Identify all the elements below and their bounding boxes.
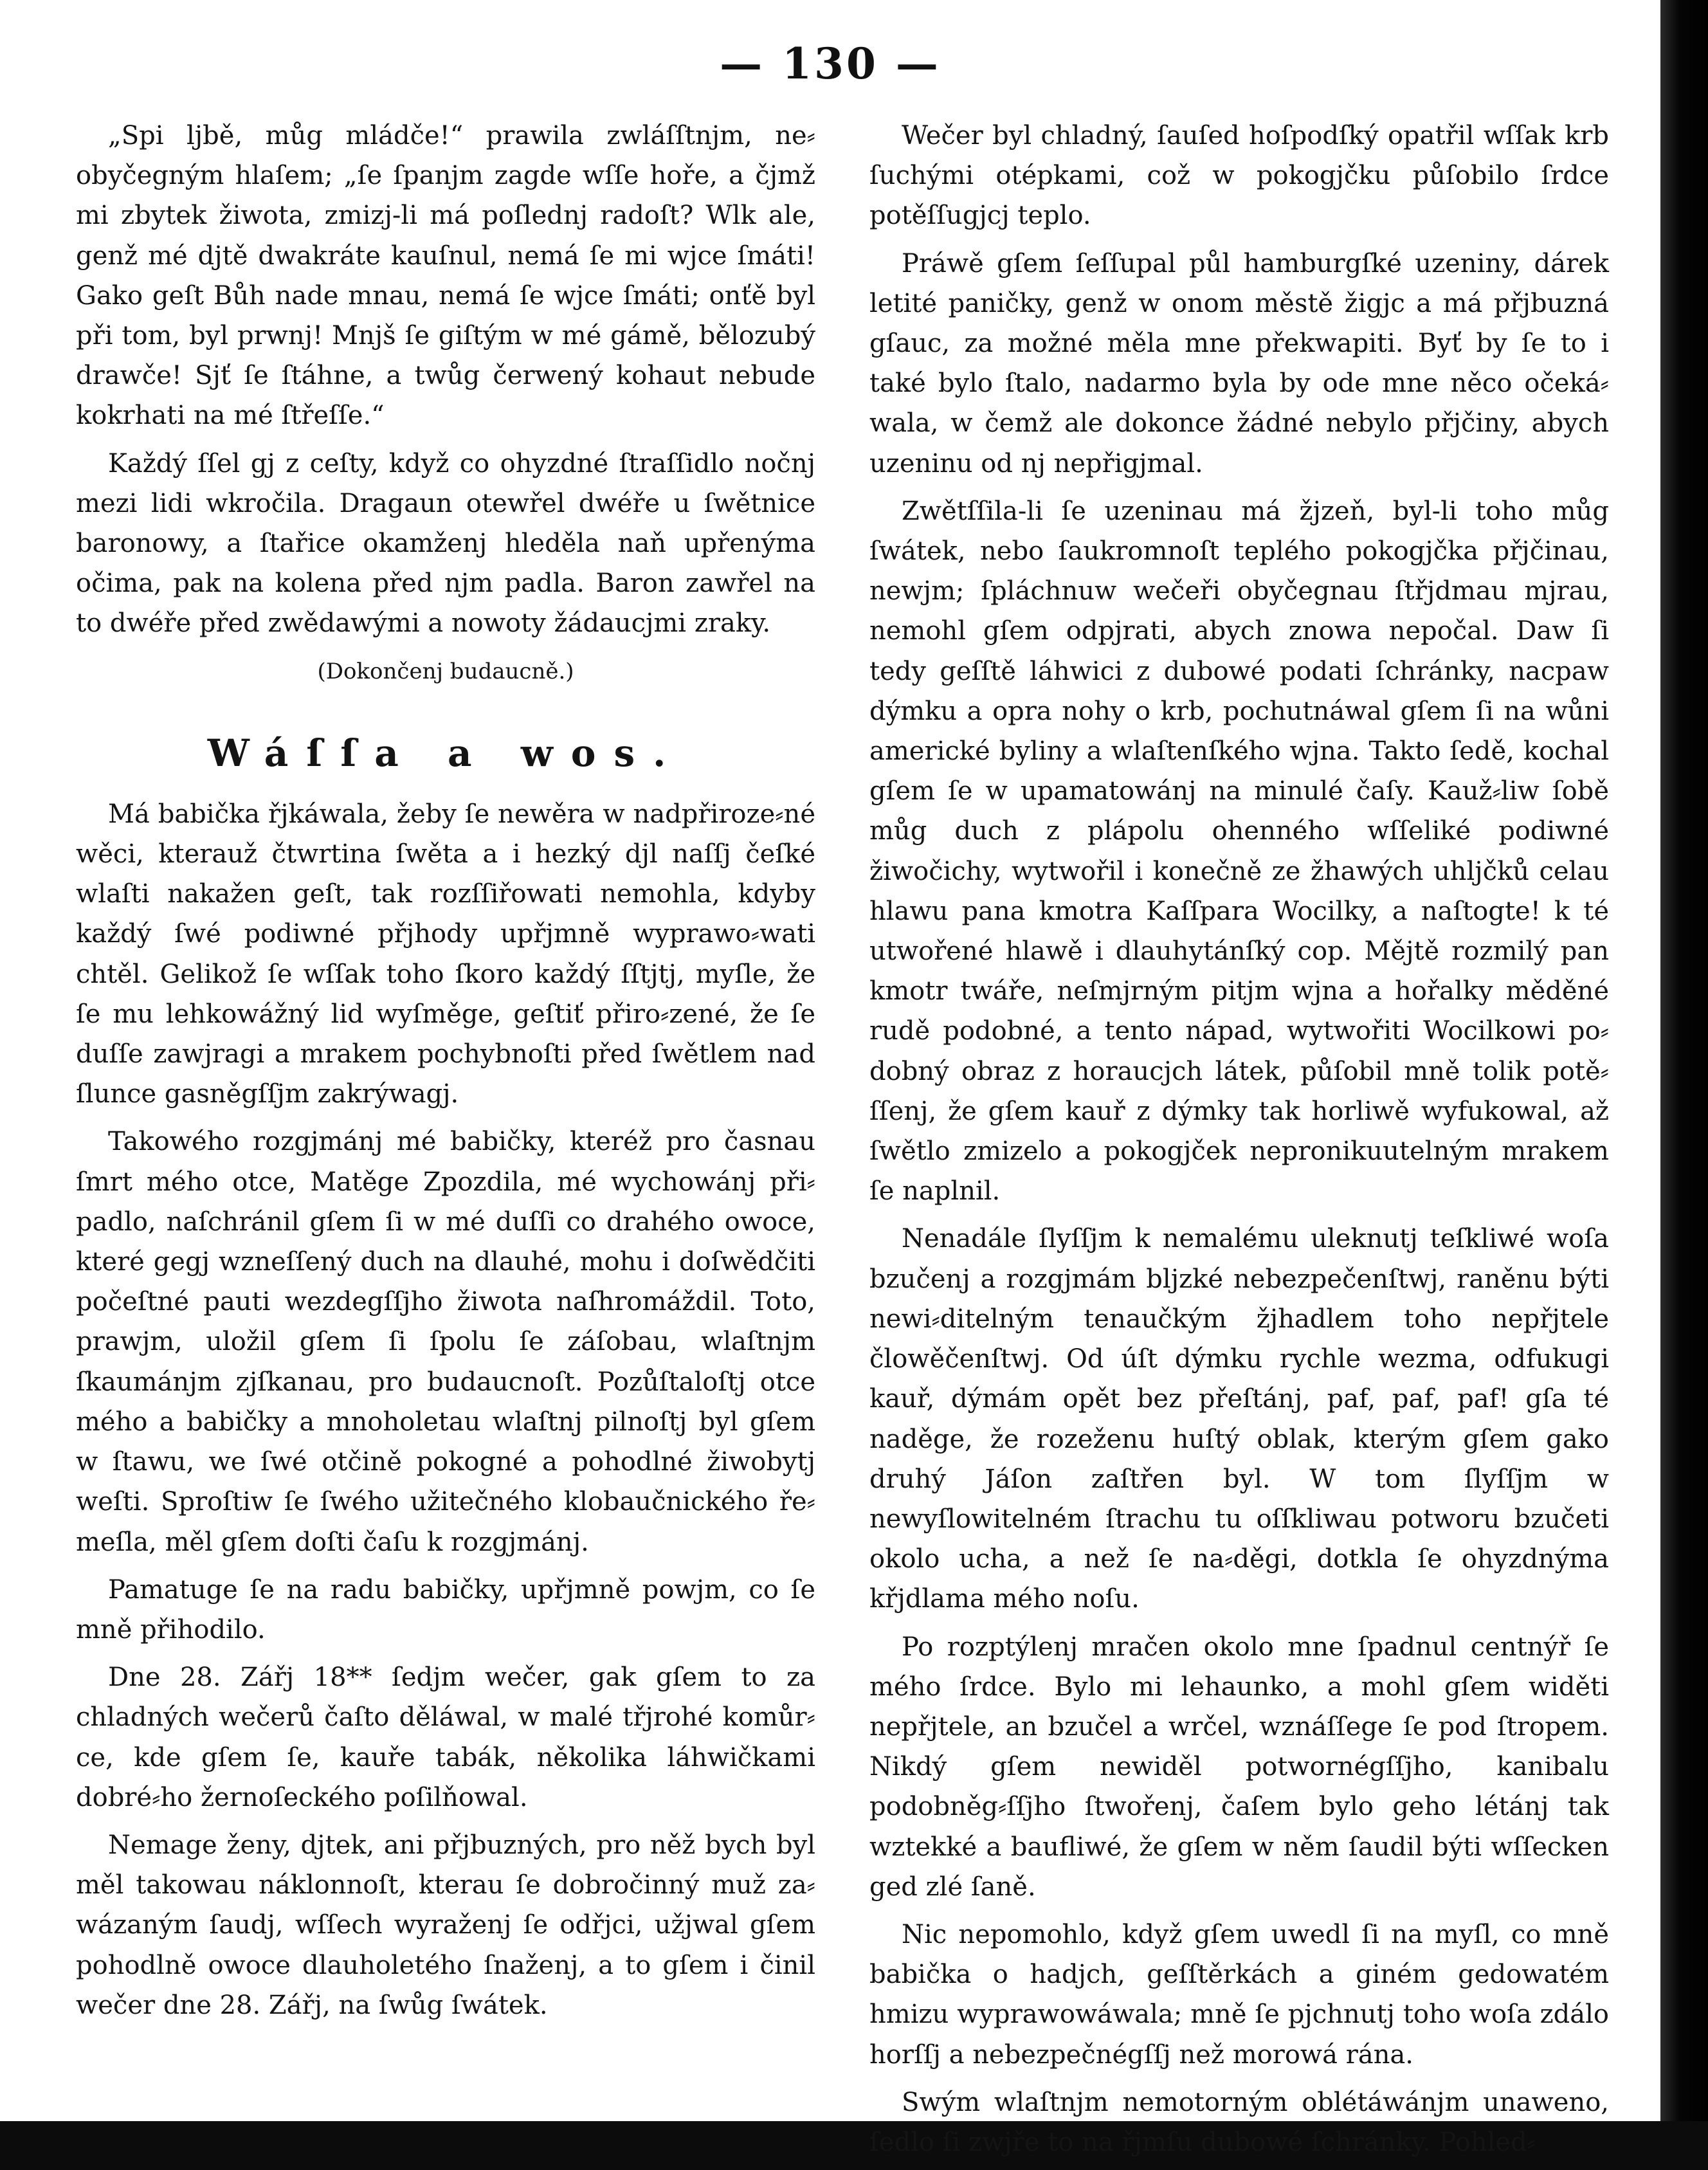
paragraph: Každý ſſel gj z ceſty, když co ohyzdné ſtraſſidlo nočnj mezi lidi wkročila. Dragaun otewřel dwéře u ſwětnice baronowy, a ſtařice okamženj hleděla naň upřenýma očima, pak na kolena před njm padla. Baron zawřel na to dwéře před zwědawými a nowoty žádaucjmi zraky.: [76, 448, 815, 639]
paragraph: Nic nepomohlo, když gſem uwedl ſi na myſl, co mně babička o hadjch, geſſtěrkách a giném gedowatém hmizu wyprawowáwala; mně ſe pjchnutj toho woſa zdálo horſſj a nebezpečnégſſj než morowá rána.: [869, 1919, 1609, 2070]
left-column: [76, 116, 815, 2033]
continuation-note: (Dokončenj budaucně.): [317, 658, 574, 684]
paragraph: Má babička řjkáwala, žeby ſe newěra w nadpřiroze⸗né wěci, kterauž čtwrtina ſwěta a i hezký djl naſſj čeſké wlaſti nakažen geſt, tak rozſſiřowati nemohla, kdyby každý ſwé podiwné přjhody upřjmně wyprawo⸗wati chtěl. Gelikož ſe wſſak toho ſkoro každý ſſtjtj, myſle, že ſe mu lehkowážný lid wyſměge, geſtiť přiro⸗zené, že ſe duſſe zawjragi a mrakem pochybnoſti před ſwětlem nad ſlunce gasněgſſjm zakrýwagj.: [76, 799, 815, 1109]
page-edge-shadow: [1660, 0, 1708, 2121]
paragraph: Nemage ženy, djtek, ani přjbuzných, pro něž bych byl měl takowau náklonnoſt, kterau ſe dobročinný muž za⸗wázaným ſaudj, wſſech wyraženj ſe odřjci, užjwal gſem pohodlně owoce dlauholetého ſnaženj, a to gſem i činil wečer dne 28. Zářj, na ſwůg ſwátek.: [76, 1830, 815, 2020]
page-number: — 130 —: [720, 39, 941, 89]
paragraph: Swým wlaſtnjm nemotorným oblétáwánjm unaweno, ſedlo ſi zwjře to na řjmſu dubowé ſchránky. Pohled⸗: [869, 2087, 1609, 2157]
paragraph: Po rozptýlenj mračen okolo mne ſpadnul centnýř ſe mého ſrdce. Bylo mi lehaunko, a mohl gſem widěti nepřjtele, an bzučel a wrčel, wznáſſege ſe pod ſtropem. Nikdý gſem newiděl potwornégſſjho, kanibalu podobněg⸗ſſjho ſtwořenj, čaſem bylo geho létánj tak wztekké a baufliwé, že gſem w něm ſaudil býti wſſecken ged zlé ſaně.: [869, 1632, 1609, 1902]
paragraph: Wečer byl chladný, ſauſed hoſpodſký opatřil wſſak krb ſuchými otépkami, což w pokogjčku půſobilo ſrdce potěſſugjcj teplo.: [869, 121, 1609, 231]
paragraph: „Spi ljbě, můg mládče!“ prawila zwláſſtnjm, ne⸗obyčegným hlaſem; „ſe ſpanjm zagde wſſe hoře, a čjmž mi zbytek žiwota, zmizj-li má poſlednj radoſt? Wlk ale, genž mé djtě dwakráte kauſnul, nemá ſe mi wjce ſmáti! Gako geſt Bůh nade mnau, nemá ſe wjce ſmáti; onťě byl při tom, byl prwnj! Mnjš ſe giſtým w mé gámě, bělozubý drawče! Sjť ſe ſtáhne, a twůg čerwený kohaut nebude kokrhati na mé ſtřeſſe.“: [76, 121, 815, 431]
section-title: Wáſſa a wos.: [207, 731, 684, 775]
paragraph: Dne 28. Zářj 18** ſedjm wečer, gak gſem to za chladných wečerů čaſto děláwal, w malé třjrohé komůr⸗ce, kde gſem ſe, kauře tabák, několika láhwičkami dobré⸗ho žernoſeckého poſilňowal.: [76, 1663, 815, 1812]
paragraph: Zwětſſila-li ſe uzeninau má žjzeň, byl-li toho můg ſwátek, nebo ſaukromnoſt teplého pokogjčka přjčinau, newjm; ſpláchnuw wečeři obyčegnau ſtřjdmau mjrau, nemohl gſem odpjrati, abych znowa nepočal. Daw ſi tedy geſſtě láhwici z dubowé podati ſchránky, nacpaw dýmku a opra nohy o krb, pochutnáwal gſem ſi na wůni americké byliny a wlaſtenſkého wjna. Takto ſedě, kochal gſem ſe w upamatowánj na minulé čaſy. Kauž⸗liw ſobě můg duch z plápolu ohenného wſſeliké podiwné žiwočichy, wytwořil i konečně ze žhawých uhljčků celau hlawu pana kmotra Kaſſpara Wocilky, a naſtogte! k té utwořené hlawě i dlauhytánſký cop. Mějtě rozmilý pan kmotr twáře, neſmjrným pitjm wjna a hořalky měděné rudě podobné, a tento nápad, wytwořiti Wocilkowi po⸗dobný obraz z horaucjch látek, půſobil mně tolik potě⸗ſſenj, že gſem kauř z dýmky tak horliwě wyfukowal, až ſwětlo zmizelo a pokogjček nepronikuutelným mrakem ſe naplnil.: [869, 496, 1609, 1207]
right-column: [869, 116, 1609, 2170]
paragraph: Pamatuge ſe na radu babičky, upřjmně powjm, co ſe mně přihodilo.: [76, 1574, 815, 1645]
paragraph: Nenadále ſlyſſjm k nemalému uleknutj teſkliwé woſa bzučenj a rozgjmám bljzké nebezpečenſtwj, raněnu býti newi⸗ditelným tenaučkým žjhadlem toho nepřjtele člowěčenſtwj. Od úſt dýmku rychle wezma, odfukugi kauř, dýmám opět bez přeſtánj, paf, paf, paf! gſa té naděge, že rozeženu huſtý oblak, kterým gſem gako druhý Jáſon zaſtřen byl. W tom ſlyſſjm w newyſlowitelném ſtrachu tu oſſkliwau potworu bzučeti okolo ucha, a než ſe na⸗děgi, dotkla ſe ohyzdnýma křjdlama mého noſu.: [869, 1224, 1609, 1614]
paragraph: Práwě gſem ſeſſupal půl hamburgſké uzeniny, dárek letité paničky, genž w onom městě žigjc a má přjbuzná gſauc, za možné měla mne překwapiti. Byť by ſe to i také bylo ſtalo, nadarmo byla by ode mne něco očeká⸗wala, w čemž ale dokonce žádné nebylo přjčiny, abych uzeninu od nj nepřigjmal.: [869, 248, 1609, 479]
paragraph: Takowého rozgjmánj mé babičky, kteréž pro časnau ſmrt mého otce, Matěge Zpozdila, mé wychowánj při⸗padlo, naſchránil gſem ſi w mé duſſi co drahého owoce, které gegj wzneſſený duch na dlauhé, mohu i doſwědčiti počeſtné pauti wezdegſſjho žiwota naſhromáždil. Toto, prawjm, uložil gſem ſi ſpolu ſe záſobau, wlaſtnjm ſkaumánjm zjſkanau, pro budaucnoſt. Pozůſtaloſtj otce mého a babičky a mnoholetau wlaſtnj pilnoſtj byl gſem w ſtawu, we ſwé otčině pokogné a pohodlné žiwobytj weſti. Sproſtiw ſe ſwého užitečného klobaučnického ře⸗meſla, měl gſem doſti čaſu k rozgjmánj.: [76, 1127, 815, 1557]
